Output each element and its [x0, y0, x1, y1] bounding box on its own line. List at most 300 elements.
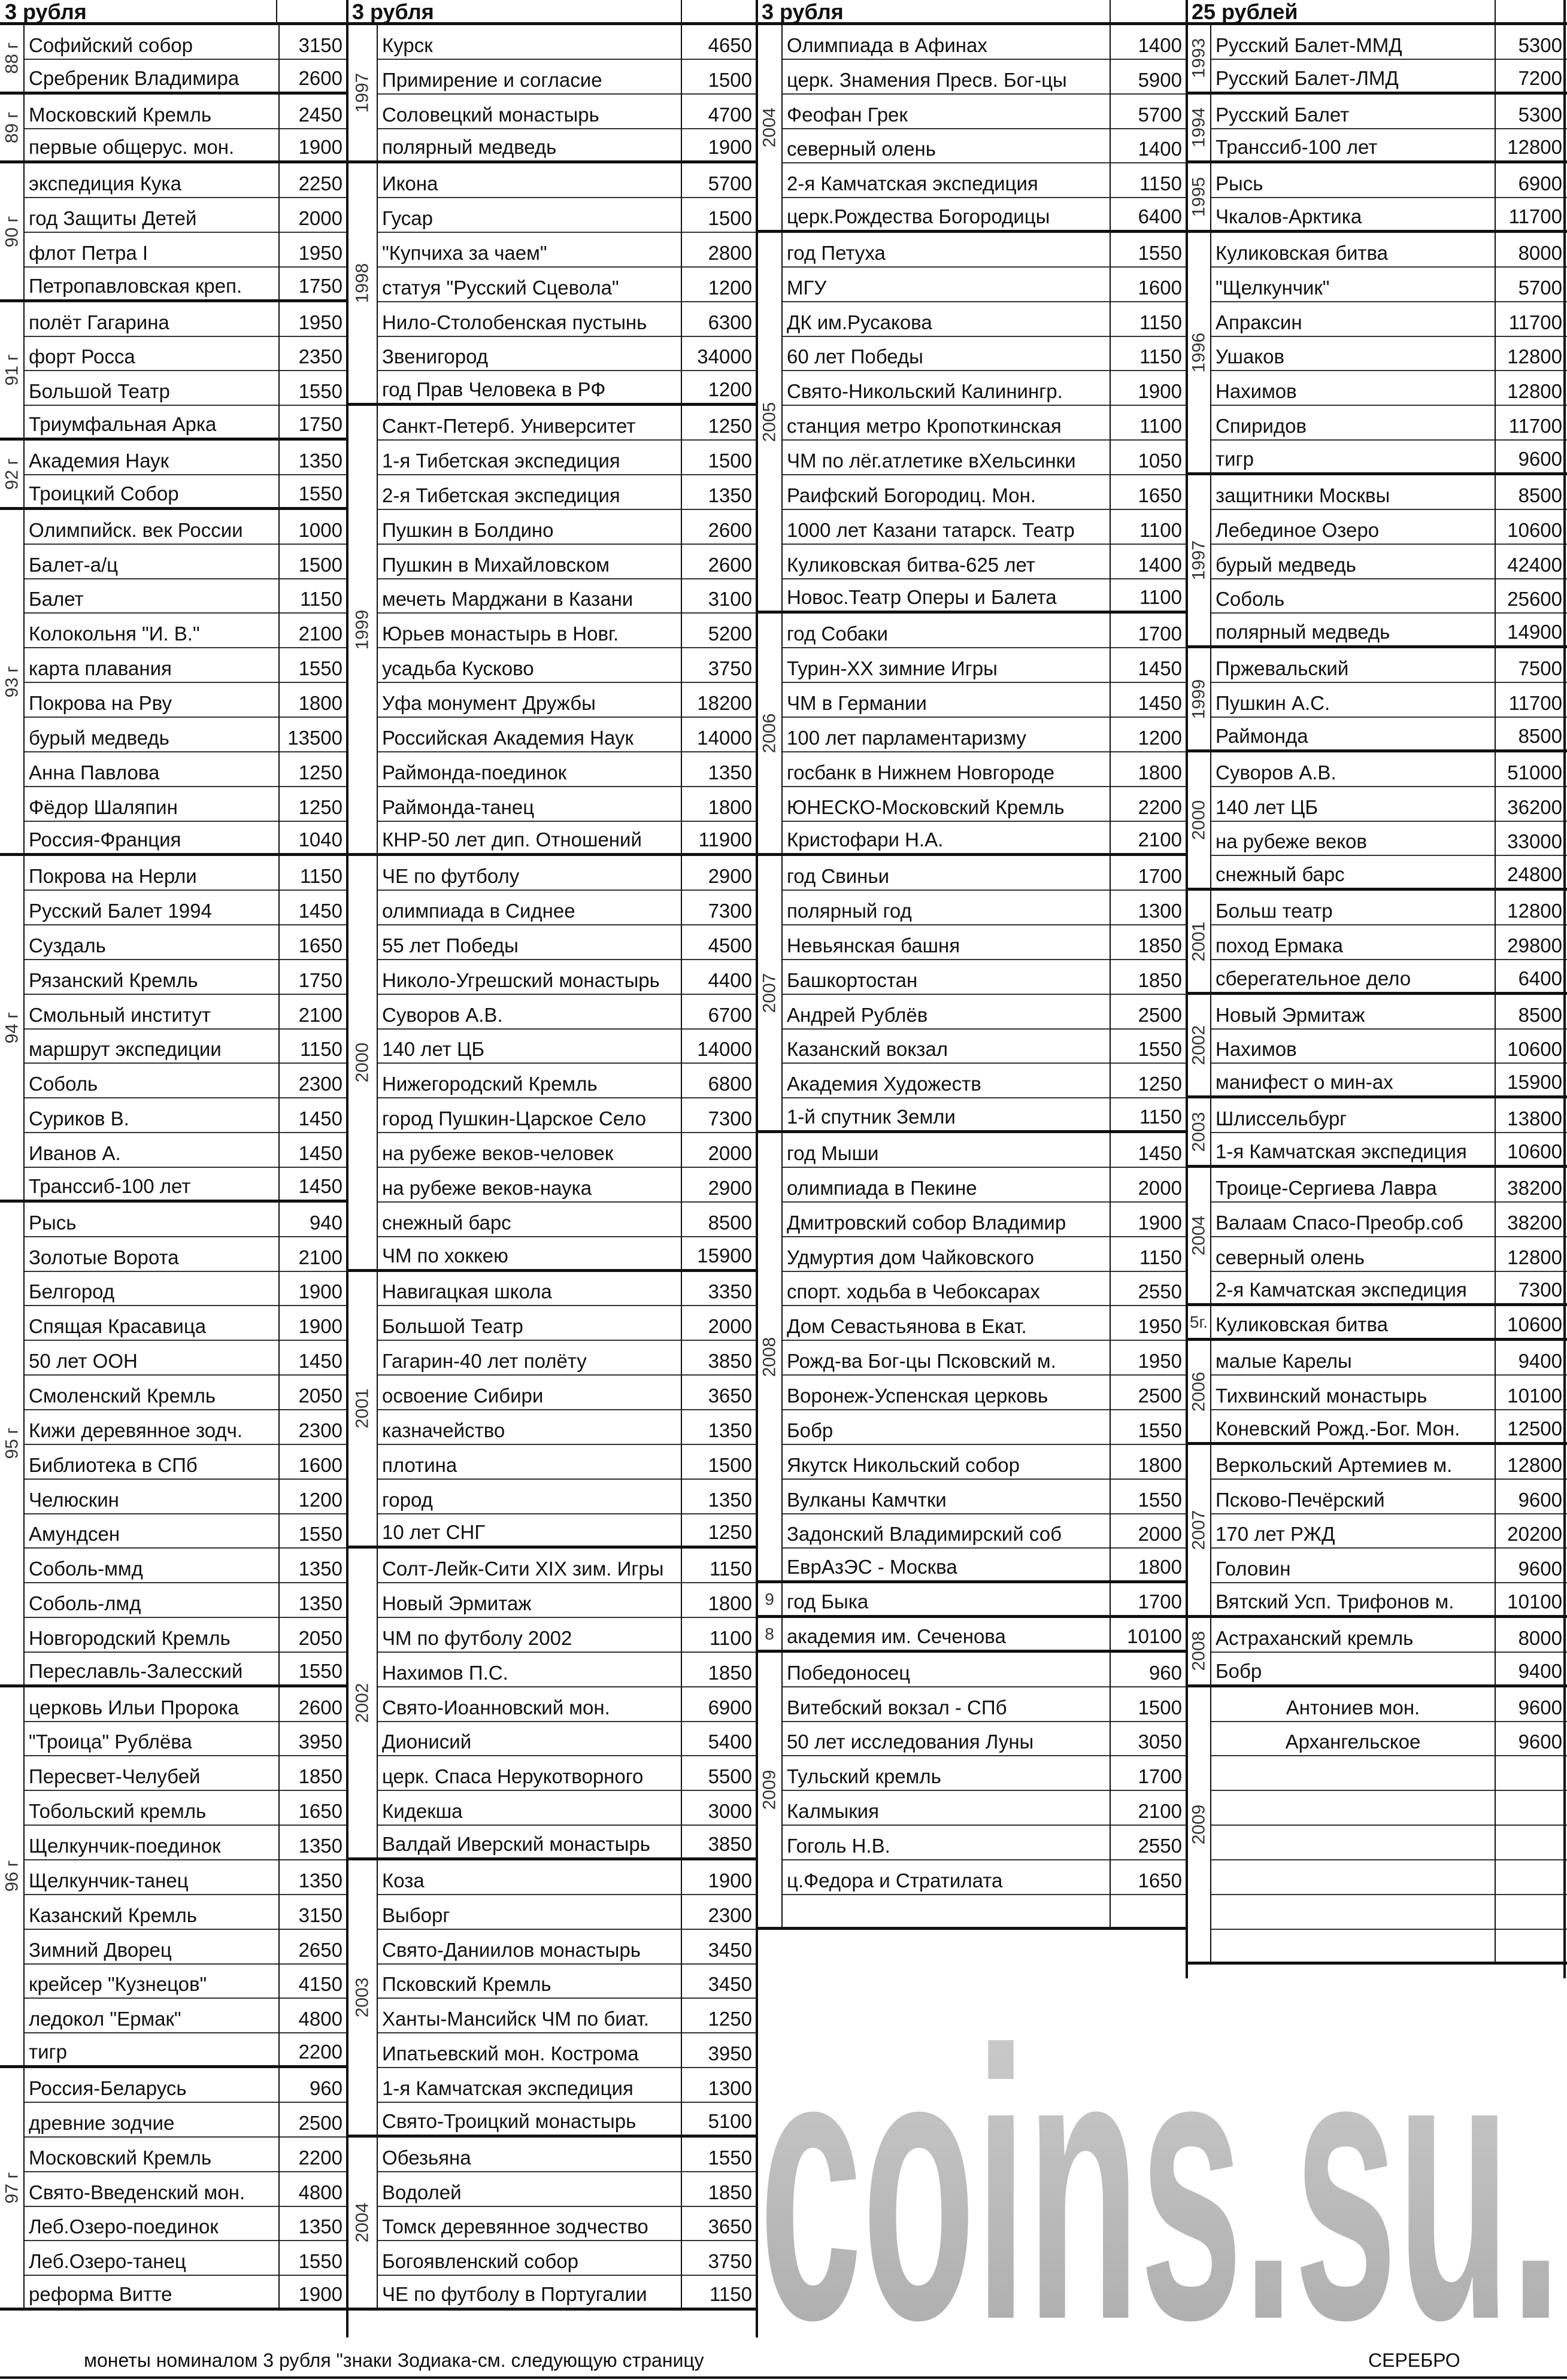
- coin-name-cell: [24, 2207, 279, 2242]
- coin-price-cell: [1110, 372, 1187, 406]
- year-label-text: 91 г: [2, 354, 22, 386]
- column-header: 3 рубля: [347, 0, 681, 25]
- coin-name-cell: [1211, 1272, 1495, 1307]
- coin-price: 12500: [1507, 1417, 1562, 1440]
- coin-price-cell: [279, 198, 347, 233]
- year-label-text: 2009: [759, 1769, 779, 1810]
- coin-price-cell: [681, 787, 757, 822]
- coin-name-cell: [1211, 718, 1495, 752]
- coin-price-cell: [681, 718, 757, 752]
- coin-price: 1100: [1139, 415, 1182, 438]
- coin-name: на рубеже веков-человек: [382, 1142, 614, 1165]
- coin-price: 9600: [1518, 1558, 1562, 1580]
- coin-name-cell: [1211, 1583, 1495, 1618]
- coin-name-cell: [24, 1237, 279, 1272]
- coin-price-cell: [681, 1687, 757, 1722]
- coin-price: 1900: [298, 136, 343, 159]
- coin-price: 1700: [1138, 1765, 1182, 1788]
- coin-name: Ипатьевский мон. Кострома: [382, 2042, 639, 2065]
- coin-name: Щелкунчик-танец: [29, 1869, 189, 1892]
- coin-price-cell: [1110, 1098, 1187, 1133]
- coin-price: 9400: [1518, 1659, 1562, 1682]
- coin-name: полярный год: [787, 900, 912, 922]
- column-separator: [276, 0, 277, 25]
- coin-price-cell: [279, 2138, 347, 2172]
- coin-name: Большой Театр: [29, 380, 170, 403]
- coin-price: 1500: [708, 207, 752, 230]
- coin-name: малые Карелы: [1216, 1350, 1352, 1373]
- coin-name: год Защиты Детей: [29, 207, 197, 230]
- coin-price-cell: [1495, 925, 1567, 960]
- coin-price-cell: [681, 1791, 757, 1826]
- year-label-text: 2003: [352, 1977, 372, 2018]
- coin-price-cell: [1110, 268, 1187, 302]
- year-label: [0, 441, 24, 510]
- coin-name: Коневский Рожд.-Бог. Мон.: [1216, 1417, 1460, 1440]
- coin-price-cell: [1110, 579, 1187, 614]
- year-label: [757, 25, 782, 233]
- coin-name: Покрова на Нерли: [29, 865, 197, 888]
- coin-name-cell: [24, 545, 279, 579]
- coin-name-cell: [377, 683, 681, 718]
- coin-name: Гусар: [382, 207, 433, 230]
- coin-name-cell: [1211, 1860, 1495, 1895]
- coin-price: 12800: [1507, 136, 1562, 159]
- coin-price: 5100: [708, 2109, 752, 2132]
- coin-price-cell: [1110, 60, 1187, 95]
- coin-price: 3850: [708, 1350, 752, 1373]
- coin-price-cell: [681, 1410, 757, 1445]
- coin-price-cell: [279, 2033, 347, 2068]
- coin-price: 1350: [708, 1488, 752, 1511]
- coin-price: 1250: [708, 2008, 752, 2030]
- year-label: [757, 1618, 782, 1653]
- coin-name-cell: [377, 302, 681, 337]
- coin-name-cell: [1211, 1791, 1495, 1826]
- coin-price: 1150: [300, 1038, 343, 1061]
- coin-name-cell: [1211, 233, 1495, 268]
- coin-price: 3450: [708, 1938, 752, 1961]
- coin-price-cell: [1495, 1826, 1567, 1860]
- coin-price-cell: [1110, 1583, 1187, 1618]
- coin-name-cell: [782, 579, 1110, 614]
- coin-name-cell: [782, 1618, 1110, 1653]
- coin-name: Зимний Дворец: [29, 1938, 172, 1961]
- coin-price: 1700: [1138, 865, 1182, 888]
- coin-price-cell: [1495, 822, 1567, 857]
- coin-name-cell: [1211, 337, 1495, 372]
- coin-price: 1150: [1139, 345, 1182, 368]
- coin-price: 1250: [1138, 1073, 1182, 1095]
- coin-price-cell: [1110, 1341, 1187, 1376]
- coin-price-cell: [1110, 1860, 1187, 1895]
- coin-price-cell: [1110, 1895, 1187, 1930]
- year-label-text: 1997: [352, 72, 372, 113]
- coin-price-cell: [1495, 1133, 1567, 1168]
- coin-price-cell: [1495, 1168, 1567, 1203]
- coin-price-cell: [681, 2241, 757, 2276]
- coin-name-cell: [24, 2241, 279, 2276]
- coin-price: 1150: [300, 588, 343, 611]
- coin-price: 1550: [1138, 1488, 1182, 1511]
- coin-price-cell: [279, 1999, 347, 2033]
- coin-name-cell: [782, 25, 1110, 60]
- coin-name: Иванов А.: [29, 1142, 121, 1165]
- coin-name-cell: [24, 1757, 279, 1792]
- coin-name-cell: [782, 441, 1110, 475]
- coin-name-cell: [24, 60, 279, 95]
- coin-name: Московский Кремль: [29, 103, 212, 126]
- coin-name-cell: [24, 1272, 279, 1307]
- coin-price-cell: [681, 163, 757, 198]
- coin-name: крейсер "Кузнецов": [29, 1973, 207, 1996]
- year-label: [347, 1549, 377, 1860]
- coin-price: 2000: [298, 207, 343, 230]
- year-label: [1187, 1687, 1211, 1965]
- coin-name: Академия Художеств: [787, 1073, 981, 1095]
- coin-name: "Троица" Рублёва: [29, 1731, 192, 1753]
- coin-price-cell: [1495, 1791, 1567, 1826]
- coin-price: 1100: [1139, 518, 1182, 541]
- coin-name-cell: [24, 1965, 279, 1999]
- coin-name: ЧЕ по футболу в Португалии: [382, 2283, 647, 2306]
- coin-name-cell: [24, 198, 279, 233]
- coin-price-cell: [1110, 1168, 1187, 1203]
- coin-price: 15900: [1507, 1071, 1562, 1094]
- coin-name: ЕврАзЭС - Москва: [787, 1556, 957, 1578]
- coin-name: 2-я Тибетская экспедиция: [382, 484, 620, 506]
- coin-name: 2-я Камчатская экспедиция: [1216, 1279, 1467, 1301]
- coin-price: 1850: [708, 2181, 752, 2203]
- coin-name-cell: [377, 1272, 681, 1307]
- coin-price: 1950: [1138, 1350, 1182, 1373]
- coin-price-cell: [1110, 960, 1187, 995]
- coin-name-cell: [24, 1376, 279, 1410]
- coin-price: 1040: [298, 828, 343, 851]
- coin-price-cell: [681, 1341, 757, 1376]
- coin-price-cell: [1495, 1237, 1567, 1272]
- coin-name-cell: [1211, 1653, 1495, 1687]
- coin-name: Амундсен: [29, 1523, 120, 1546]
- coin-name: Русский Балет-ЛМД: [1216, 66, 1399, 89]
- coin-name-cell: [1211, 1445, 1495, 1480]
- coin-name-cell: [1211, 60, 1495, 95]
- coin-name-cell: [1211, 787, 1495, 822]
- coin-price-cell: [681, 1895, 757, 1930]
- watermark-text: coins.su.: [759, 1971, 1562, 2342]
- coin-price-cell: [1110, 1687, 1187, 1722]
- coin-price: 1600: [298, 1453, 343, 1476]
- coin-name: Россия-Беларусь: [29, 2077, 187, 2099]
- coin-price-cell: [1110, 1445, 1187, 1480]
- coin-name: первые общерус. мон.: [29, 136, 235, 159]
- coin-price-cell: [1110, 1203, 1187, 1237]
- coin-price: 2600: [708, 518, 752, 541]
- coin-name: Сребреник Владимира: [29, 66, 240, 89]
- coin-price-cell: [681, 822, 757, 857]
- coin-name: Россия-Франция: [29, 828, 181, 851]
- coin-name: Псково-Печёрский: [1216, 1488, 1385, 1511]
- coin-price-cell: [681, 1168, 757, 1203]
- coin-price-cell: [279, 1826, 347, 1860]
- coin-name: Соболь-лмд: [29, 1592, 141, 1615]
- coin-name: северный олень: [1216, 1246, 1365, 1268]
- coin-price: 12800: [1507, 1246, 1562, 1268]
- coin-price-cell: [279, 1133, 347, 1168]
- coin-name-cell: [782, 1203, 1110, 1237]
- coin-price: 3750: [708, 2250, 752, 2273]
- coin-price-cell: [279, 510, 347, 545]
- coin-name-cell: [1211, 198, 1495, 233]
- coin-name: 55 лет Победы: [382, 934, 519, 957]
- coin-name: Андрей Рублёв: [787, 1003, 928, 1026]
- year-label-text: 95 г: [2, 1428, 22, 1459]
- coin-price: 1350: [708, 1419, 752, 1441]
- coin-price: 1650: [298, 1800, 343, 1823]
- coin-name-cell: [782, 1237, 1110, 1272]
- coin-name-cell: [377, 25, 681, 60]
- coin-name-cell: [782, 1341, 1110, 1376]
- coin-price-cell: [1495, 787, 1567, 822]
- coin-price: 11900: [698, 828, 752, 851]
- coin-name: мечеть Марджани в Казани: [382, 588, 634, 611]
- coin-price-cell: [1110, 1791, 1187, 1826]
- year-label-text: 2002: [352, 1683, 372, 1723]
- year-label: [347, 1272, 377, 1549]
- coin-price-cell: [1495, 648, 1567, 683]
- year-label: [347, 856, 377, 1271]
- coin-price-cell: [681, 1999, 757, 2033]
- coin-name-cell: [1211, 1203, 1495, 1237]
- coin-name-cell: [24, 2138, 279, 2172]
- coin-price-cell: [279, 1618, 347, 1653]
- coin-price-cell: [1495, 95, 1567, 129]
- coin-name-cell: [377, 2068, 681, 2103]
- coin-name: Суворов А.В.: [382, 1003, 503, 1026]
- coin-name-cell: [782, 198, 1110, 233]
- coin-name-cell: [1211, 406, 1495, 441]
- coin-name: Пушкин в Михайловском: [382, 553, 610, 576]
- coin-name-cell: [24, 925, 279, 960]
- coin-name: Бобр: [787, 1419, 833, 1441]
- coin-name-cell: [1211, 1341, 1495, 1376]
- coin-name-cell: [24, 891, 279, 925]
- coin-price: 6800: [708, 1073, 752, 1095]
- year-label: [347, 406, 377, 856]
- coin-name: Библиотека в СПб: [29, 1453, 198, 1476]
- coin-price-cell: [1495, 441, 1567, 475]
- coin-name: Спящая Красавица: [29, 1315, 207, 1338]
- year-label-text: 2007: [759, 973, 779, 1013]
- year-label-text: 2005: [759, 402, 779, 442]
- coin-price-cell: [1495, 1722, 1567, 1757]
- coin-name-cell: [782, 822, 1110, 857]
- year-label-text: 2008: [759, 1337, 779, 1377]
- coin-price: 1250: [708, 415, 752, 438]
- coin-name-cell: [377, 2241, 681, 2276]
- coin-price-cell: [279, 2207, 347, 2242]
- coin-name: Антониев мон.: [1286, 1696, 1420, 1719]
- coin-price: 10600: [1507, 1313, 1562, 1336]
- coin-name: Русский Балет-ММД: [1216, 34, 1402, 56]
- column-header-value-cell: [1110, 0, 1187, 25]
- coin-price-cell: [1110, 1514, 1187, 1549]
- coin-name-cell: [24, 1445, 279, 1480]
- coin-price: 3950: [298, 1731, 343, 1753]
- coin-name-cell: [377, 2138, 681, 2172]
- year-label: [1187, 1341, 1211, 1445]
- coin-price-cell: [1110, 510, 1187, 545]
- coin-name: Нахимов: [1216, 1038, 1297, 1061]
- year-label: [1187, 995, 1211, 1099]
- coin-name: 50 лет исследования Луны: [787, 1731, 1034, 1753]
- coin-name-cell: [782, 752, 1110, 787]
- coin-name: Кидекша: [382, 1800, 463, 1823]
- coin-name-cell: [782, 995, 1110, 1030]
- coin-price-cell: [681, 1203, 757, 1237]
- coin-name-cell: [782, 475, 1110, 510]
- coin-name: древние зодчие: [29, 2111, 175, 2134]
- coin-price: 1750: [298, 969, 343, 991]
- coin-price: 2100: [298, 1003, 343, 1026]
- coin-name: Гоголь Н.В.: [787, 1835, 890, 1857]
- coin-name: Суворов А.В.: [1216, 761, 1336, 784]
- coin-name: Башкортостан: [787, 969, 918, 991]
- coin-name-cell: [24, 960, 279, 995]
- coin-name-cell: [377, 1653, 681, 1687]
- year-label: [0, 2068, 24, 2311]
- coin-price: 7500: [1518, 657, 1562, 680]
- coin-name-cell: [24, 1687, 279, 1722]
- coin-name-cell: [377, 233, 681, 268]
- coin-name: ц.Федора и Стратилата: [787, 1869, 1003, 1892]
- coin-price: 8500: [1518, 724, 1562, 747]
- coin-price: 2100: [1138, 1800, 1182, 1823]
- year-label-text: 97 г: [2, 2172, 22, 2204]
- coin-price: 1450: [298, 1174, 343, 1197]
- coin-name: Дионисий: [382, 1731, 472, 1753]
- year-label-text: 2008: [1189, 1631, 1208, 1671]
- coin-name: 1-я Камчатская экспедиция: [1216, 1140, 1467, 1163]
- coin-price-cell: [279, 925, 347, 960]
- coin-price: 5300: [1518, 103, 1562, 126]
- coin-name: Турин-XX зимние Игры: [787, 657, 998, 680]
- coin-name-cell: [377, 822, 681, 857]
- coin-name-cell: [377, 1098, 681, 1133]
- column-separator: [346, 0, 348, 2338]
- coin-name-cell: [377, 129, 681, 164]
- coin-price: 1300: [708, 2077, 752, 2099]
- coin-name-cell: [1211, 95, 1495, 129]
- coin-name-cell: [782, 1098, 1110, 1133]
- coin-name: Леб.Озеро-танец: [29, 2250, 186, 2273]
- coin-name: Курск: [382, 34, 433, 56]
- year-label-text: 94 г: [2, 1012, 22, 1044]
- coin-name: реформа Витте: [29, 2283, 172, 2306]
- coin-name: год Собаки: [787, 623, 888, 645]
- coin-price: 1500: [298, 553, 343, 576]
- coin-name-cell: [782, 925, 1110, 960]
- coin-name: полярный медведь: [382, 136, 557, 159]
- coin-price: 51000: [1507, 761, 1562, 784]
- coin-name: Архангельское: [1285, 1731, 1421, 1753]
- coin-name: 100 лет парламентаризму: [787, 726, 1026, 749]
- coin-price-cell: [279, 891, 347, 925]
- coin-name-cell: [782, 95, 1110, 129]
- coin-price-cell: [681, 1826, 757, 1860]
- coin-price-cell: [279, 1653, 347, 1687]
- year-label-text: 90 г: [2, 215, 22, 247]
- coin-name-cell: [377, 891, 681, 925]
- coin-price-cell: [279, 1410, 347, 1445]
- coin-name-cell: [1211, 1722, 1495, 1757]
- coin-price-cell: [1495, 1895, 1567, 1930]
- coin-price-cell: [681, 579, 757, 614]
- coin-price: 9600: [1518, 1696, 1562, 1719]
- coin-name: ЧЕ по футболу: [382, 865, 520, 888]
- coin-price-cell: [1495, 891, 1567, 925]
- coin-price: 4150: [298, 1973, 343, 1996]
- coin-name-cell: [1211, 1133, 1495, 1168]
- coin-price: 4800: [298, 2181, 343, 2203]
- coin-name: Леб.Озеро-поединок: [29, 2215, 219, 2238]
- coin-name-cell: [782, 1583, 1110, 1618]
- coin-name: Головин: [1216, 1558, 1291, 1580]
- coin-price-cell: [1110, 1030, 1187, 1064]
- coin-price-cell: [1110, 925, 1187, 960]
- coin-name: Псковский Кремль: [382, 1973, 551, 1996]
- coin-price-cell: [1110, 545, 1187, 579]
- coin-price-cell: [681, 995, 757, 1030]
- coin-price-cell: [279, 648, 347, 683]
- coin-price: 2100: [298, 623, 343, 645]
- coin-name: освоение Сибири: [382, 1384, 544, 1407]
- coin-name-cell: [377, 1999, 681, 2033]
- coin-price: 34000: [697, 345, 752, 368]
- column-header-value-cell: [681, 0, 757, 25]
- coin-price: 2200: [298, 2146, 343, 2169]
- coin-price: 1900: [298, 1315, 343, 1338]
- coin-name-cell: [377, 1237, 681, 1272]
- coin-price: 2450: [298, 103, 343, 126]
- coin-price-cell: [1110, 856, 1187, 891]
- coin-price-cell: [681, 1514, 757, 1549]
- coin-name: Академия Наук: [29, 450, 169, 472]
- coin-name-cell: [1211, 1514, 1495, 1549]
- coin-price-cell: [279, 129, 347, 164]
- coin-price-cell: [681, 1583, 757, 1618]
- coin-price-cell: [1495, 1376, 1567, 1410]
- coin-name-cell: [377, 1030, 681, 1064]
- coin-price: 3350: [708, 1280, 752, 1303]
- coin-name: Нахимов: [1216, 380, 1297, 403]
- coin-price: 1650: [298, 934, 343, 957]
- coin-price: 1200: [708, 378, 752, 401]
- column-header: 3 рубля: [757, 0, 1110, 25]
- coin-price: 13800: [1507, 1107, 1562, 1130]
- coin-price: 3150: [298, 34, 343, 56]
- coin-price: 2050: [298, 1626, 343, 1649]
- coin-name: Николо-Угрешский монастырь: [382, 969, 660, 991]
- coin-price-cell: [1495, 1410, 1567, 1445]
- coin-name-cell: [1211, 1030, 1495, 1064]
- coin-price: 5400: [708, 1731, 752, 1753]
- coin-name: Соболь: [29, 1073, 98, 1095]
- coin-name-cell: [24, 510, 279, 545]
- coin-price: 1500: [708, 1453, 752, 1476]
- coin-name: снежный барс: [382, 1211, 511, 1234]
- coin-price-cell: [1110, 1306, 1187, 1341]
